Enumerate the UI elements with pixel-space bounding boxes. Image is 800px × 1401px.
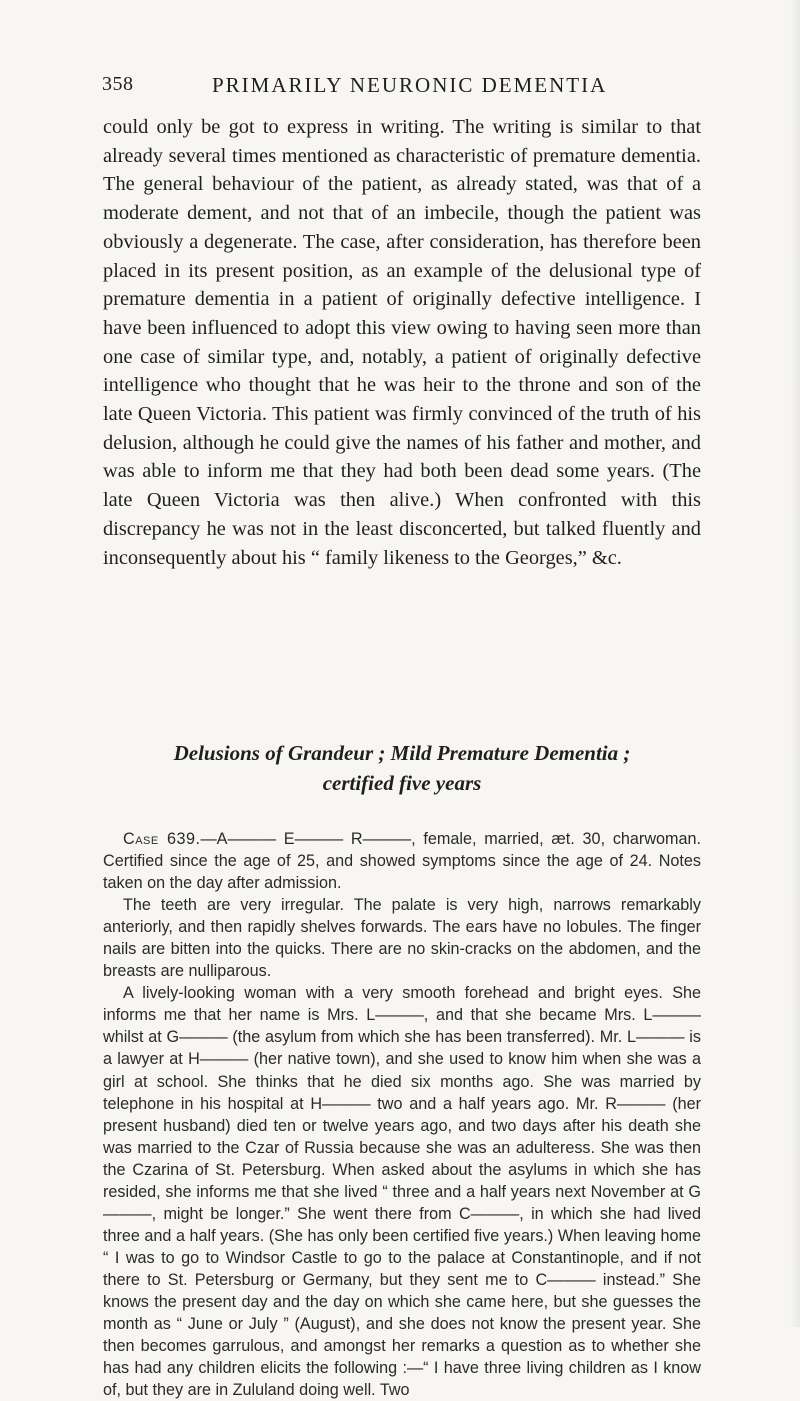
page-number: 358 bbox=[102, 73, 134, 95]
body-text bbox=[103, 113, 701, 572]
running-head: PRIMARILY NEURONIC DEMENTIA bbox=[212, 73, 608, 97]
section-heading bbox=[100, 738, 704, 798]
case-physical-paragraph: The teeth are very irregular. The palate is very high, narrows remarkably anteriorly, and then rapidly shelves forwards. The ears have no lobules. The finger nails are bitten into the quicks. There are no skin-cracks on the abdomen, and the breasts are nulliparous. bbox=[103, 896, 701, 981]
section-heading-line-1: Delusions of Grandeur ; Mild Premature Dementia ; bbox=[173, 741, 631, 765]
case-intro-paragraph bbox=[103, 828, 701, 894]
page-edge-shadow bbox=[790, 0, 800, 1327]
case-label: Case 639. bbox=[123, 830, 201, 848]
body-paragraph: could only be got to express in writing. The writing is similar to that already several times mentioned as characteristic of premature dementia. The general behaviour of the patient, as already stated, was that of a moderate dement, and not that of an imbecile, though the patient was obviously a degenerate. The case, after consideration, has therefore been placed in its present position, as an example of the delusional type of premature dementia in a patient of originally defective intelligence. I have been influenced to adopt this view owing to having seen more than one case of similar type, and, notably, a patient of originally defective intelligence who thought that he was heir to the throne and son of the late Queen Victoria. This patient was firmly convinced of the truth of his delusion, although he could give the names of his father and mother, and was able to inform me that they had both been dead some years. (The late Queen Victoria was then alive.) When confronted with this discrepancy he was not in the least disconcerted, but talked fluently and inconsequently about his “ family likeness to the Georges,” &c. bbox=[103, 116, 701, 569]
section-heading-line-2: certified five years bbox=[322, 771, 482, 795]
case-mental-paragraph: A lively-looking woman with a very smooth forehead and bright eyes. She informs me that her name is Mrs. L———, and that she became Mrs. L——— whilst at G——— (the asylum from which she has been transferred). Mr. L——— is a lawyer at H——— (her native town), and she used to know him when she was a girl at school. She thinks that he died six months ago. She was married by telephone in his hospital at H——— two and a half years ago. Mr. R——— (her present husband) died ten or twelve years ago, and two days after his death she was married to the Czar of Russia because she was an adulteress. She was then the Czarina of St. Petersburg. When asked about the asylums in which she has resided, she informs me that she lived “ three and a half years next November at G———, might be longer.” She went there from C———, in which she had lived three and a half years. (She has only been certified five years.) When leaving home “ I was to go to Windsor Castle to go to the palace at Constantinople, and if not there to St. Petersburg or Germany, but they sent me to C——— instead.” She knows the present day and the day on which she came here, but she guesses the month as “ June or July ” (August), and she does not know the present year. She then becomes garrulous, and amongst her remarks a question as to whether she has had any children elicits the following :—“ I have three living children as I know of, but they are in Zululand doing well. Two bbox=[103, 984, 701, 1400]
case-intro-text: —A——— E——— R———, female, married, æt. 30, charwoman. Certified since the age of 25, and showed symptoms since the age of 24. Notes taken on the day after admission. bbox=[103, 830, 701, 893]
case-report bbox=[103, 828, 701, 1401]
page-header bbox=[102, 73, 700, 103]
